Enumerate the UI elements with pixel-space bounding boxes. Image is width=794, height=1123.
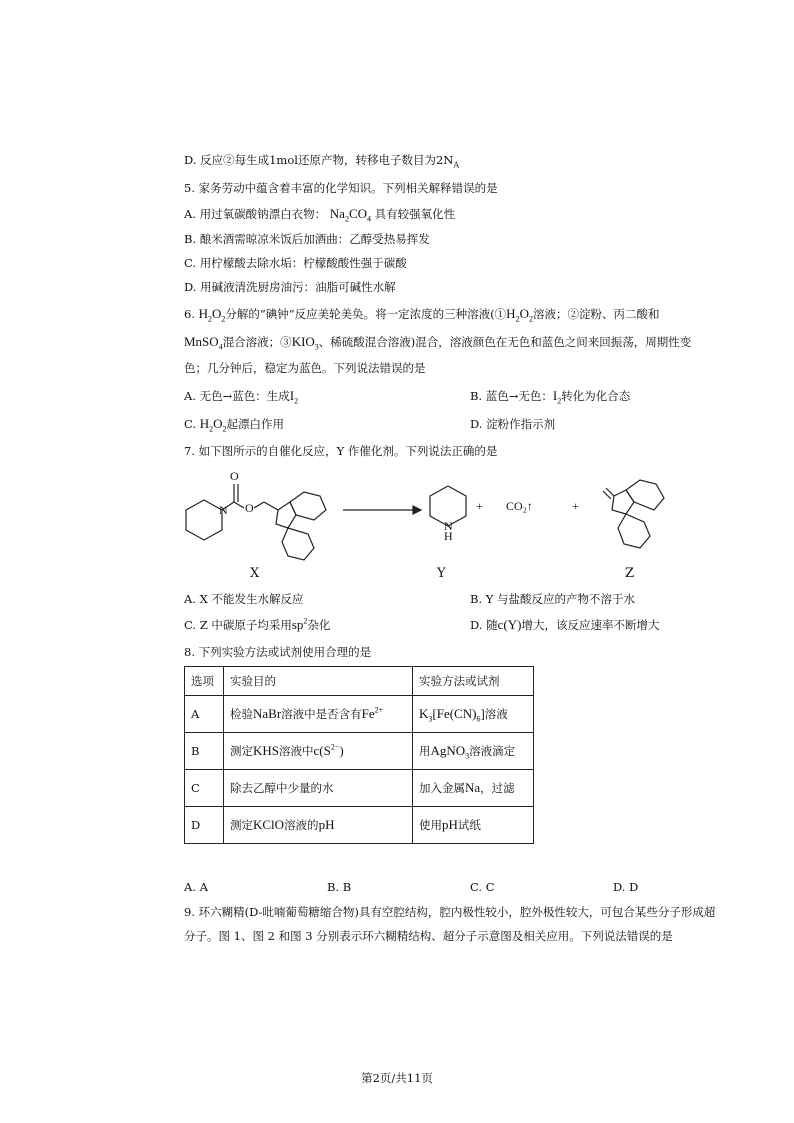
method-text: 使用 bbox=[419, 818, 442, 832]
q7-option-c bbox=[184, 617, 330, 633]
q5-option-c: C. 用柠檬酸去除水垢：柠檬酸酸性强于碳酸 bbox=[184, 256, 407, 270]
table-row bbox=[185, 807, 534, 844]
q8-option-b: B. B bbox=[327, 880, 352, 894]
q7-option-b: B. Y 与盐酸反应的产物不溶于水 bbox=[470, 592, 636, 606]
q9-line-1: 9. 环六糊精(D-吡喃葡萄糖缩合物)具有空腔结构，腔内极性较小，腔外极性较大，可包合某些分子形成超 bbox=[184, 905, 716, 919]
row-option: C bbox=[185, 770, 224, 807]
header-option: 选项 bbox=[185, 667, 224, 696]
q6-option-b-tail: 转化为化合态 bbox=[561, 389, 631, 403]
table-header-row bbox=[185, 667, 534, 696]
q7-option-d-text: D. 随 bbox=[470, 618, 498, 632]
purpose-tail: 溶液中 bbox=[279, 744, 314, 758]
purpose-text: 测定 bbox=[230, 818, 253, 832]
row-option: A bbox=[185, 696, 224, 733]
q7-option-d-tail: 增大，该反应速率不断增大 bbox=[521, 618, 660, 632]
q9-line-2: 分子。图 1、图 2 和图 3 分别表示环六糊精结构、超分子示意图及相关应用。下列说法错误的是 bbox=[184, 929, 673, 943]
z-label: Z bbox=[625, 566, 635, 581]
q8-option-a: A. A bbox=[184, 880, 208, 894]
purpose-chem: KClO bbox=[253, 817, 285, 832]
q6-line-2 bbox=[184, 334, 691, 350]
table-row bbox=[185, 770, 534, 807]
y-label: Y bbox=[437, 566, 446, 581]
table-row bbox=[185, 733, 534, 770]
q6-option-b bbox=[470, 388, 630, 404]
purpose-tail: 溶液中是否含有 bbox=[281, 707, 362, 721]
q6-option-c bbox=[184, 416, 284, 432]
q6-line-2-tail: 、稀硫酸混合溶液)混合，溶液颜色在无色和蓝色之间来回振荡，周期性变 bbox=[318, 335, 692, 349]
q5-option-d: D. 用碱液清洗厨房油污：油脂可碱性水解 bbox=[184, 280, 396, 294]
q6-option-d: D. 淀粉作指示剂 bbox=[470, 417, 556, 431]
q6-option-c-text: 起漂白作用 bbox=[226, 417, 284, 431]
row-option: B bbox=[185, 733, 224, 770]
q6-line-3: 色；几分钟后，稳定为蓝色。下列说法错误的是 bbox=[184, 361, 426, 375]
q4-option-d-text: D. 反应②每生成1mol还原产物，转移电子数目为2N bbox=[184, 153, 454, 167]
q5-option-a-formula: $Na_2CO_4$ bbox=[329, 206, 372, 224]
experiment-table bbox=[184, 666, 534, 844]
x-nitrogen-label: N bbox=[219, 503, 228, 517]
header-method: 实验方法或试剂 bbox=[413, 667, 534, 696]
q7-option-a: A. X 不能发生水解反应 bbox=[184, 592, 304, 606]
i2-formula: $I_2$ bbox=[289, 388, 299, 406]
x-piperidine-ring bbox=[186, 500, 222, 540]
q5-option-a-post: 具有较强氧化性 bbox=[374, 207, 456, 221]
q6-option-a bbox=[184, 388, 298, 404]
plus-sign-1: + bbox=[476, 499, 483, 513]
method-text: 加入金属 bbox=[419, 781, 465, 795]
q6-number: 6. bbox=[184, 307, 199, 321]
h2o2-formula: $H_2O_2$ bbox=[506, 306, 533, 324]
q7-option-d bbox=[470, 617, 659, 633]
mnso4-formula: MnSO$_4$ bbox=[184, 334, 223, 352]
row-purpose bbox=[224, 733, 413, 770]
row-purpose bbox=[224, 807, 413, 844]
purpose-ph: pH bbox=[318, 817, 335, 832]
purpose-text: 测定 bbox=[230, 744, 253, 758]
q6-line-1-tail: 溶液；②淀粉、丙二酸和 bbox=[532, 307, 660, 321]
y-nitrogen-label: N bbox=[444, 519, 453, 533]
q8-stem: 8. 下列实验方法或试剂使用合理的是 bbox=[184, 645, 372, 659]
fe2-ion: $Fe^{2+}$ bbox=[361, 705, 384, 721]
x-label: X bbox=[250, 566, 260, 581]
row-method bbox=[413, 770, 534, 807]
y-hydrogen-label: H bbox=[444, 529, 453, 543]
q6-line-1-text: 分解的“碘钟”反应美轮美奂。将一定浓度的三种溶液(① bbox=[225, 307, 507, 321]
h2o2-formula: $H_2O_2$ bbox=[199, 416, 227, 434]
q6-line-2-text: 混合溶液；③ bbox=[222, 335, 292, 349]
cs2-term: $c(S^{2-})$ bbox=[313, 742, 344, 758]
purpose-chem: NaBr bbox=[253, 706, 282, 721]
ester-oxygen-label: O bbox=[245, 501, 254, 515]
x-five-ring bbox=[276, 502, 296, 528]
q5-stem: 5. 家务劳动中蕴含着丰富的化学知识。下列相关解释错误的是 bbox=[184, 181, 498, 195]
q6-option-b-text: B. 蓝色→无色： bbox=[470, 389, 553, 403]
carbonyl-oxygen-label: O bbox=[230, 470, 239, 483]
q7-option-c-text: C. Z 中碳原子均采用 bbox=[184, 618, 292, 632]
z-five-ring bbox=[612, 490, 634, 514]
method-chem: pH bbox=[442, 817, 458, 832]
q6-option-a-text: A. 无色→蓝色：生成 bbox=[184, 389, 290, 403]
q6-option-c-label: C. bbox=[184, 417, 200, 431]
method-tail: 溶液 bbox=[484, 707, 508, 721]
agno3-formula: AgNO$_3$ bbox=[430, 743, 470, 761]
q6-line-1 bbox=[184, 306, 659, 322]
method-tail: 溶液滴定 bbox=[469, 744, 516, 758]
purpose-chem: KHS bbox=[253, 743, 280, 758]
plus-sign-2: + bbox=[572, 499, 579, 513]
q7-stem: 7. 如下图所示的自催化反应，Y 作催化剂。下列说法正确的是 bbox=[184, 444, 498, 458]
row-option: D bbox=[185, 807, 224, 844]
k3fecn6-formula: $K_3[Fe(CN)_6]$ bbox=[419, 706, 485, 724]
q5-option-b: B. 酿米酒需晾凉米饭后加酒曲：乙醇受热易挥发 bbox=[184, 232, 430, 246]
kio3-formula: $KIO_3$ bbox=[291, 334, 319, 352]
purpose-tail: 溶液的 bbox=[284, 818, 319, 832]
i2-formula: $I_2$ bbox=[552, 388, 562, 406]
purpose-text: 检验 bbox=[230, 707, 253, 721]
q5-option-a-label: A. 用过氧碳酸钠漂白衣物： bbox=[184, 207, 327, 221]
q5-option-a bbox=[184, 206, 455, 222]
row-purpose: 除去乙醇中少量的水 bbox=[224, 770, 413, 807]
row-method bbox=[413, 807, 534, 844]
q7-option-c-tail: 杂化 bbox=[307, 618, 331, 632]
cy-term: c(Y) bbox=[497, 617, 522, 632]
row-method bbox=[413, 733, 534, 770]
method-chem: Na bbox=[465, 780, 481, 795]
q8-option-d: D. D bbox=[613, 880, 639, 894]
method-tail: ，过滤 bbox=[480, 781, 515, 795]
page-footer: 第2页/共11页 bbox=[361, 1071, 433, 1085]
method-tail: 试纸 bbox=[457, 818, 481, 832]
co2-label: CO₂↑ bbox=[506, 499, 533, 513]
header-purpose: 实验目的 bbox=[224, 667, 413, 696]
row-purpose bbox=[224, 696, 413, 733]
sp2-term: $sp^2$ bbox=[291, 616, 308, 632]
method-text: 用 bbox=[419, 744, 431, 758]
reaction-scheme-figure bbox=[178, 470, 698, 580]
h2o2-formula: $H_2O_2$ bbox=[198, 306, 226, 324]
q4-option-d: D. 反应②每生成1mol还原产物，转移电子数目为$2N_A$ bbox=[184, 153, 460, 170]
table-row bbox=[185, 696, 534, 733]
row-method bbox=[413, 696, 534, 733]
q8-option-c: C. C bbox=[470, 880, 495, 894]
